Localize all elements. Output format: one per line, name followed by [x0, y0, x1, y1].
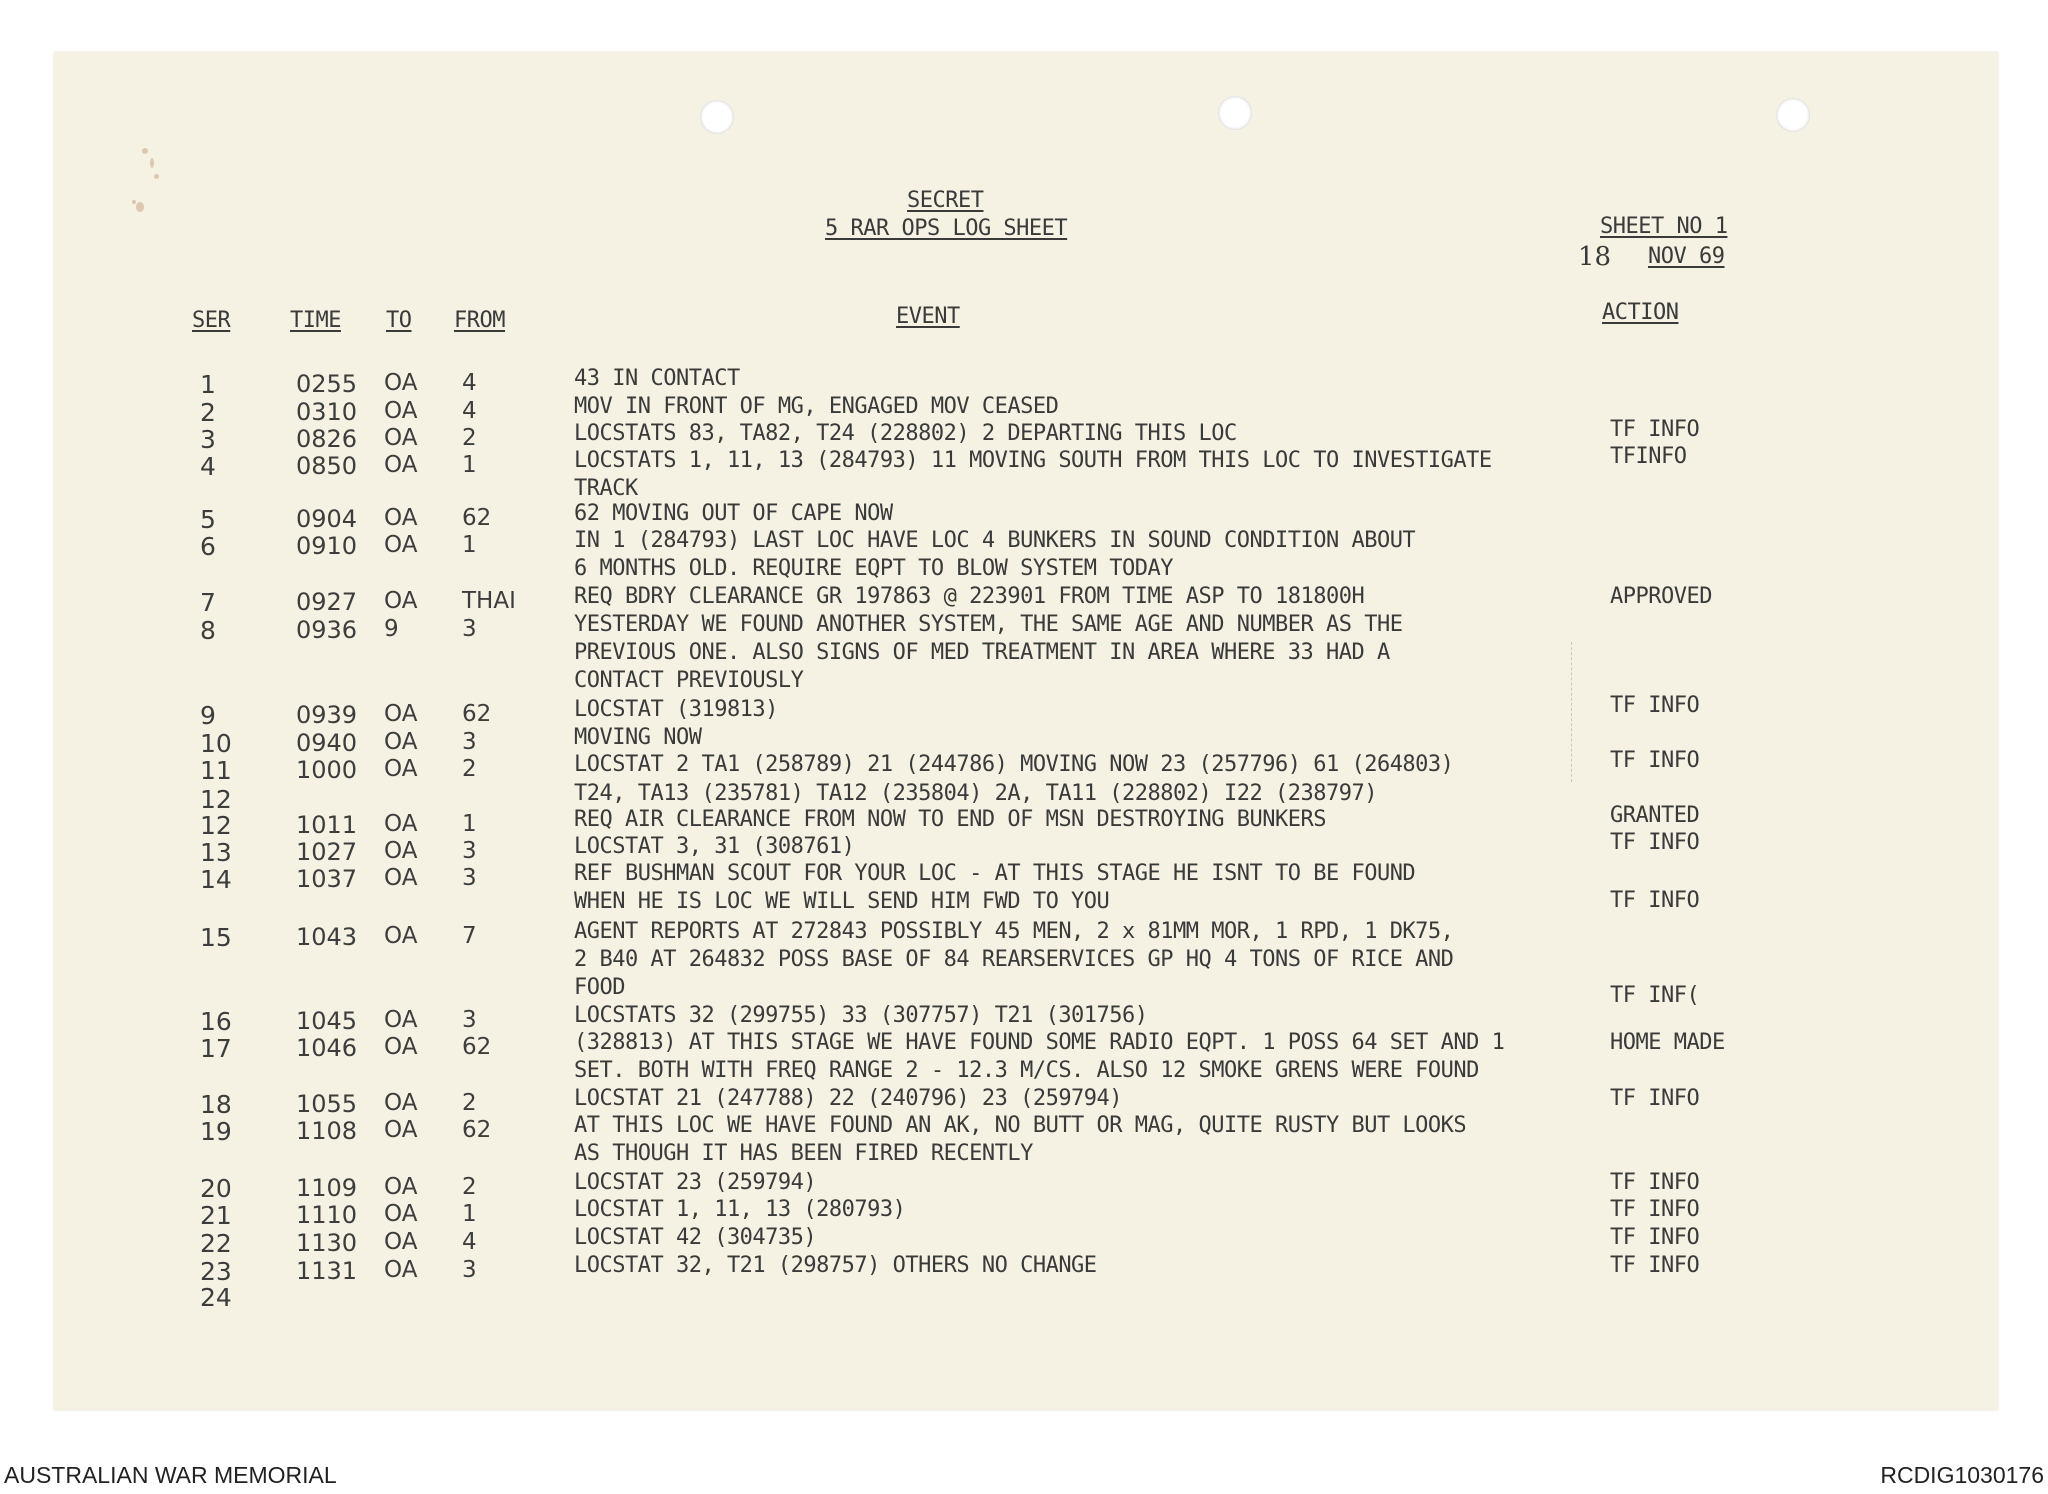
ser-number: 8 [200, 616, 216, 645]
action-cell: TF INFO [1610, 693, 1700, 718]
from-cell: 3 [462, 865, 477, 891]
event-line: LOCSTAT 21 (247788) 22 (240796) 23 (259794) [574, 1086, 1123, 1111]
ser-number: 6 [200, 532, 216, 561]
event-line: 2 B40 AT 264832 POSS BASE OF 84 REARSERVICES GP HQ 4 TONS OF RICE AND [574, 947, 1454, 972]
to-cell: OA [384, 756, 418, 782]
classification-heading: SECRET [907, 188, 984, 213]
action-cell: TF INFO [1610, 1170, 1700, 1195]
column-header-event: EVENT [896, 304, 960, 329]
from-cell: 4 [462, 370, 477, 396]
action-cell: TF INFO [1610, 888, 1700, 913]
action-cell: TF INFO [1610, 1225, 1700, 1250]
ser-number: 20 [200, 1174, 232, 1203]
action-cell: TF INFO [1610, 417, 1700, 442]
time-cell: 0826 [296, 425, 358, 453]
event-line: MOV IN FRONT OF MG, ENGAGED MOV CEASED [574, 394, 1059, 419]
to-cell: OA [384, 865, 418, 891]
action-cell: TF INFO [1610, 748, 1700, 773]
event-line: 62 MOVING OUT OF CAPE NOW [574, 501, 893, 526]
from-cell: 1 [462, 1201, 477, 1227]
event-line: MOVING NOW [574, 725, 702, 750]
to-cell: OA [384, 1090, 418, 1116]
time-cell: 0904 [296, 505, 358, 533]
time-cell: 1130 [296, 1229, 358, 1257]
event-line: LOCSTAT 32, T21 (298757) OTHERS NO CHANGE [574, 1253, 1097, 1278]
time-cell: 1045 [296, 1007, 358, 1035]
paper-stain [136, 202, 144, 212]
event-line: REQ AIR CLEARANCE FROM NOW TO END OF MSN DESTROYING BUNKERS [574, 807, 1326, 832]
action-cell: TFINFO [1610, 444, 1687, 469]
from-cell: 62 [462, 701, 492, 727]
to-cell: OA [384, 811, 418, 837]
ser-number: 23 [200, 1257, 232, 1286]
event-line: LOCSTATS 32 (299755) 33 (307757) T21 (301756) [574, 1003, 1148, 1028]
event-line: AGENT REPORTS AT 272843 POSSIBLY 45 MEN, 2 x 81MM MOR, 1 RPD, 1 DK75, [574, 919, 1454, 944]
to-cell: OA [384, 1007, 418, 1033]
ser-number: 11 [200, 756, 232, 785]
action-cell: HOME MADE [1610, 1030, 1725, 1055]
to-cell: OA [384, 452, 418, 478]
to-cell: OA [384, 1117, 418, 1143]
action-cell: TF INFO [1610, 830, 1700, 855]
event-line: AT THIS LOC WE HAVE FOUND AN AK, NO BUTT OR MAG, QUITE RUSTY BUT LOOKS [574, 1113, 1467, 1138]
time-cell: 0927 [296, 588, 358, 616]
date-month-year: NOV 69 [1648, 244, 1725, 269]
action-cell: TF INFO [1610, 1253, 1700, 1278]
time-cell: 1011 [296, 811, 358, 839]
ser-number: 16 [200, 1007, 232, 1036]
from-cell: 1 [462, 452, 477, 478]
ser-number: 5 [200, 505, 216, 534]
from-cell: 3 [462, 1257, 477, 1283]
ser-number: 18 [200, 1090, 232, 1119]
event-line: IN 1 (284793) LAST LOC HAVE LOC 4 BUNKERS IN SOUND CONDITION ABOUT [574, 528, 1416, 553]
event-line: 6 MONTHS OLD. REQUIRE EQPT TO BLOW SYSTEM TODAY [574, 556, 1174, 581]
paper-crease [1571, 642, 1573, 782]
event-line: YESTERDAY WE FOUND ANOTHER SYSTEM, THE SAME AGE AND NUMBER AS THE [574, 612, 1403, 637]
time-cell: 1131 [296, 1257, 358, 1285]
from-cell: 2 [462, 756, 477, 782]
to-cell: OA [384, 1257, 418, 1283]
event-line: PREVIOUS ONE. ALSO SIGNS OF MED TREATMENT IN AREA WHERE 33 HAD A [574, 640, 1390, 665]
action-cell: TF INFO [1610, 1197, 1700, 1222]
to-cell: OA [384, 588, 418, 614]
to-cell: OA [384, 923, 418, 949]
to-cell: OA [384, 838, 418, 864]
event-line: WHEN HE IS LOC WE WILL SEND HIM FWD TO YOU [574, 889, 1110, 914]
time-cell: 0310 [296, 398, 358, 426]
from-cell: 3 [462, 729, 477, 755]
time-cell: 1109 [296, 1174, 358, 1202]
to-cell: OA [384, 1229, 418, 1255]
ser-number: 15 [200, 923, 232, 952]
ser-number: 7 [200, 588, 216, 617]
ser-number: 9 [200, 701, 216, 730]
from-cell: 3 [462, 838, 477, 864]
ser-number: 1 [200, 370, 216, 399]
document-title: 5 RAR OPS LOG SHEET [825, 216, 1068, 241]
to-cell: 9 [384, 616, 399, 642]
event-line: LOCSTAT (319813) [574, 697, 778, 722]
ser-number: 24 [200, 1283, 232, 1312]
column-header-ser: SER [192, 308, 231, 333]
time-cell: 1046 [296, 1034, 358, 1062]
ser-number: 14 [200, 865, 232, 894]
event-line: CONTACT PREVIOUSLY [574, 668, 804, 693]
event-line: TRACK [574, 476, 638, 501]
from-cell: 62 [462, 1034, 492, 1060]
to-cell: OA [384, 729, 418, 755]
event-line: LOCSTAT 1, 11, 13 (280793) [574, 1197, 906, 1222]
column-header-time: TIME [290, 308, 341, 333]
time-cell: 1000 [296, 756, 358, 784]
punch-hole [1218, 96, 1252, 130]
event-line: FOOD [574, 975, 625, 1000]
time-cell: 1043 [296, 923, 358, 951]
ser-number: 19 [200, 1117, 232, 1146]
column-header-to: TO [386, 308, 412, 333]
from-cell: THAI [462, 588, 516, 614]
from-cell: 62 [462, 1117, 492, 1143]
paper-stain [154, 174, 159, 179]
time-cell: 0939 [296, 701, 358, 729]
ser-number: 4 [200, 452, 216, 481]
time-cell: 1027 [296, 838, 358, 866]
event-line: LOCSTAT 23 (259794) [574, 1170, 817, 1195]
action-cell: TF INF( [1610, 983, 1700, 1008]
event-line: SET. BOTH WITH FREQ RANGE 2 - 12.3 M/CS. ALSO 12 SMOKE GRENS WERE FOUND [574, 1058, 1479, 1083]
time-cell: 0255 [296, 370, 358, 398]
from-cell: 1 [462, 811, 477, 837]
event-line: LOCSTATS 83, TA82, T24 (228802) 2 DEPARTING THIS LOC [574, 421, 1237, 446]
event-line: T24, TA13 (235781) TA12 (235804) 2A, TA11 (228802) I22 (238797) [574, 781, 1377, 806]
ser-number: 22 [200, 1229, 232, 1258]
from-cell: 4 [462, 1229, 477, 1255]
event-line: REQ BDRY CLEARANCE GR 197863 @ 223901 FROM TIME ASP TO 181800H [574, 584, 1365, 609]
to-cell: OA [384, 505, 418, 531]
footer-institution: AUSTRALIAN WAR MEMORIAL [4, 1462, 337, 1488]
from-cell: 7 [462, 923, 477, 949]
action-cell: GRANTED [1610, 803, 1700, 828]
time-cell: 0850 [296, 452, 358, 480]
time-cell: 0940 [296, 729, 358, 757]
ser-number: 2 [200, 398, 216, 427]
punch-hole [1776, 98, 1810, 132]
column-header-from: FROM [454, 308, 505, 333]
from-cell: 62 [462, 505, 492, 531]
ser-number: 12 [200, 785, 232, 814]
action-cell: TF INFO [1610, 1086, 1700, 1111]
from-cell: 2 [462, 1174, 477, 1200]
ser-number: 13 [200, 838, 232, 867]
ser-number: 21 [200, 1201, 232, 1230]
column-header-action: ACTION [1602, 300, 1679, 325]
from-cell: 2 [462, 425, 477, 451]
time-cell: 0936 [296, 616, 358, 644]
to-cell: OA [384, 425, 418, 451]
to-cell: OA [384, 1174, 418, 1200]
from-cell: 4 [462, 398, 477, 424]
ser-number: 3 [200, 425, 216, 454]
to-cell: OA [384, 701, 418, 727]
time-cell: 1110 [296, 1201, 358, 1229]
date-handwritten-day: 18 [1578, 242, 1612, 272]
from-cell: 2 [462, 1090, 477, 1116]
time-cell: 0910 [296, 532, 358, 560]
time-cell: 1037 [296, 865, 358, 893]
action-cell: APPROVED [1610, 584, 1712, 609]
sheet-number: SHEET NO 1 [1600, 214, 1728, 239]
ser-number: 12 [200, 811, 232, 840]
time-cell: 1108 [296, 1117, 358, 1145]
event-line: LOCSTATS 1, 11, 13 (284793) 11 MOVING SOUTH FROM THIS LOC TO INVESTIGATE [574, 448, 1492, 473]
paper-stain [132, 200, 136, 204]
event-line: LOCSTAT 3, 31 (308761) [574, 834, 855, 859]
to-cell: OA [384, 1201, 418, 1227]
to-cell: OA [384, 398, 418, 424]
event-line: (328813) AT THIS STAGE WE HAVE FOUND SOME RADIO EQPT. 1 POSS 64 SET AND 1 [574, 1030, 1505, 1055]
to-cell: OA [384, 532, 418, 558]
to-cell: OA [384, 1034, 418, 1060]
punch-hole [700, 100, 734, 134]
from-cell: 3 [462, 1007, 477, 1033]
event-line: LOCSTAT 2 TA1 (258789) 21 (244786) MOVING NOW 23 (257796) 61 (264803) [574, 752, 1454, 777]
from-cell: 1 [462, 532, 477, 558]
from-cell: 3 [462, 616, 477, 642]
paper-stain [142, 148, 148, 154]
ser-number: 17 [200, 1034, 232, 1063]
paper-stain [150, 158, 154, 168]
to-cell: OA [384, 370, 418, 396]
ser-number: 10 [200, 729, 232, 758]
event-line: AS THOUGH IT HAS BEEN FIRED RECENTLY [574, 1141, 1033, 1166]
time-cell: 1055 [296, 1090, 358, 1118]
event-line: REF BUSHMAN SCOUT FOR YOUR LOC - AT THIS STAGE HE ISNT TO BE FOUND [574, 861, 1416, 886]
footer-reference: RCDIG1030176 [1880, 1462, 2044, 1488]
event-line: LOCSTAT 42 (304735) [574, 1225, 817, 1250]
event-line: 43 IN CONTACT [574, 366, 740, 391]
